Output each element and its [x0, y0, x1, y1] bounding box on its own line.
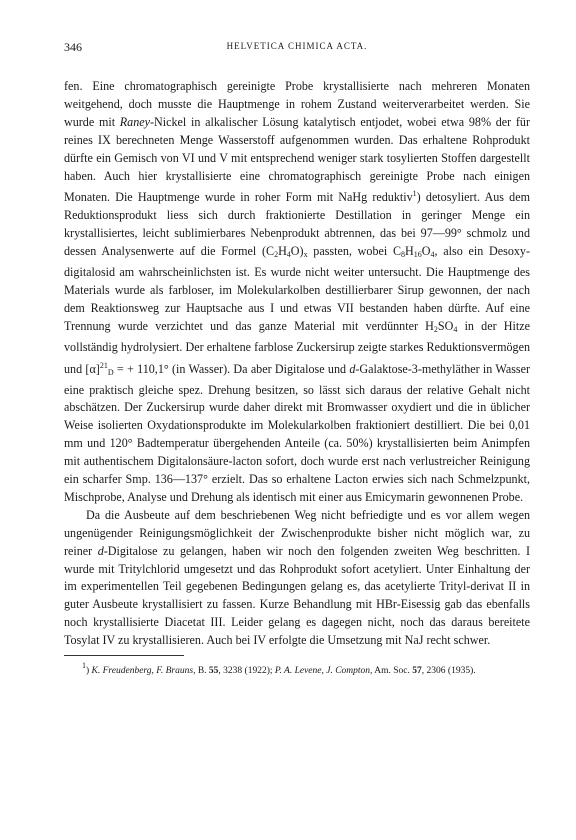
footnote-1: $^1$) K. Freudenberg, F. Brauns, B. 55, 3238 (1922); P. A. Levene, J. Compton, Am. Soc. 57, 2306 (1935). [82, 661, 476, 677]
text-run: = + 110,1° (in Wasser). Da aber Digitalose und [113, 361, 350, 376]
page [64, 40, 530, 678]
text-run: , Am. Soc. [370, 666, 413, 677]
subscript: 2 [274, 250, 279, 260]
footnote-authors: K. Freudenberg, F. Brauns [91, 666, 194, 677]
footnote-ref: 1 [412, 189, 417, 199]
footnote-marker: 1 [82, 661, 86, 671]
text-run: -Galaktose-3-methyläther in Wasser eine praktisch gleiche spez. Drehung besitzen, so lässt sich daraus der relative Gehalt nicht abschätzen. Der Zuckersirup wurde daher direkt mit Bromwasser oxydiert und die in üblicher Weise isolierten Oxydationsprodukte im Molekularkolben fraktioniert destilliert. Die bei 0,01 mm und 120° Badtemperatur übergehenden Anteile (ca. 50%) krystallisierten beim Animpfen mit authentischem Digitalonsäure-lacton sofort, doch wurde erst nach verlustreicher Reinigung ein scharfer Smp. 136—137° erzielt. Das so erhaltene Lacton erwies sich nach Schmelzpunkt, Mischprobe, Analyse und Drehung als identisch mit einer aus Emicymarin gewonnenen Probe. [64, 361, 531, 504]
subscript: D [107, 367, 114, 377]
text-run: , 2306 (1935). [421, 666, 476, 677]
subscript: 8 [401, 250, 406, 260]
italic-d: d [97, 543, 104, 558]
text-run: O [421, 244, 431, 259]
text-run: H [278, 244, 287, 259]
subscript: x [303, 250, 308, 260]
text-run: O) [290, 244, 304, 259]
subscript: 16 [413, 250, 422, 260]
footnote-divider [64, 655, 184, 656]
text-run: SO [437, 318, 454, 333]
footnotes [64, 659, 530, 678]
text-run: , 3238 (1922); [218, 666, 275, 677]
running-title: HELVETICA CHIMICA ACTA. [226, 41, 368, 51]
page-header [64, 40, 530, 58]
article-body [64, 78, 530, 650]
subscript: 4 [430, 250, 435, 260]
text-run: in der Hitze vollständig hydrolysiert. Der erhaltene farblose Zuckersirup zeigte starkes Reduktionsvermögen und [α] [64, 318, 530, 376]
text-run: ) detosyliert. Aus dem Reduktionsprodukt liess sich durch fraktionierte Destillation in geringer Menge ein krystallisiertes, leicht sublimierbares Nebenprodukt abtrennen, das bei 97—99° schmolz und dessen Analysenwerte auf die Formel (C [64, 190, 530, 259]
volume: 57 [412, 666, 422, 677]
text-run: -Nickel in alkalischer Lösung katalytisch entjodet, wobei etwa 98% der für reines IX berechneten Menge Wasserstoff aufgenommen wurden. Das erhaltene Rohprodukt dürfte ein Gemisch von VI und V mit entsprechend weniger stark tosylierten Stoffen dargestellt haben. Auch hier krystallisierte eine chromatographisch gereinigte Probe nach einigen Monaten. Die Hauptmenge wurde in roher Form mit NaHg reduktiv [64, 114, 530, 205]
text-run: fen. Eine chromatographisch gereinigte Probe krystallisierte nach mehreren Monaten weitgehend, doch musste die Hauptmenge in rohem Zustand weiterverarbeitet werden. Sie wurde mit [64, 79, 530, 129]
paragraph-2 [64, 507, 530, 650]
text-run: passten, wobei C [307, 244, 402, 259]
text-run: H [405, 244, 414, 259]
italic-d: d [349, 361, 356, 376]
text-run: , also ein Desoxy-digitalosid am wahrscheinlichsten ist. Es wurde nicht weiter untersucht. Die Hauptmenge des Materials wurde als farbloser, im Molekularkolben destillierbarer Sirup gewonnen, der nach dem Reaktionsweg zur Hauptsache aus I und etwas VII bestanden haben dürfte. Auf eine Trennung wurde verzichtet und das ganze Material mit verdünnter H [64, 244, 530, 333]
superscript: 21 [99, 360, 108, 370]
text-run: Da die Ausbeute auf dem beschriebenen Weg nicht befriedigte und es vor allem wegen ungenügender Reinigungsmöglichkeit der Zwischenprodukte bisher nicht möglich war, zu reiner [64, 507, 530, 558]
volume: 55 [208, 666, 219, 677]
raney-italic: Raney [119, 114, 151, 129]
subscript: 2 [433, 324, 438, 334]
subscript: 4 [453, 324, 458, 334]
page-number: 346 [64, 40, 82, 54]
text-run: -Digitalose zu gelangen, haben wir noch den folgenden zweiten Weg beschritten. I wurde mit Tritylchlorid umgesetzt und das Rohprodukt sofort acetyliert. Unter Einhaltung der im experimentellen Teil gegebenen Bedingungen gelang es, das acetylierte Trityl-derivat II in guter Ausbeute krystallisiert zu fassen. Kurze Behandlung mit HBr-Eisessig gab das ebenfalls noch krystallisierte Diacetat III. Leider gelang es dagegen nicht, noch das daraus bereitete Tosylat IV zu krystallisieren. Auch bei IV erfolgte die Umsetzung mit NaJ recht schwer. [64, 543, 530, 648]
subscript: 4 [286, 250, 291, 260]
text-run: , B. [193, 666, 209, 677]
footnote-authors: P. A. Levene, J. Compton [274, 666, 371, 677]
paragraph-1 [64, 78, 530, 507]
